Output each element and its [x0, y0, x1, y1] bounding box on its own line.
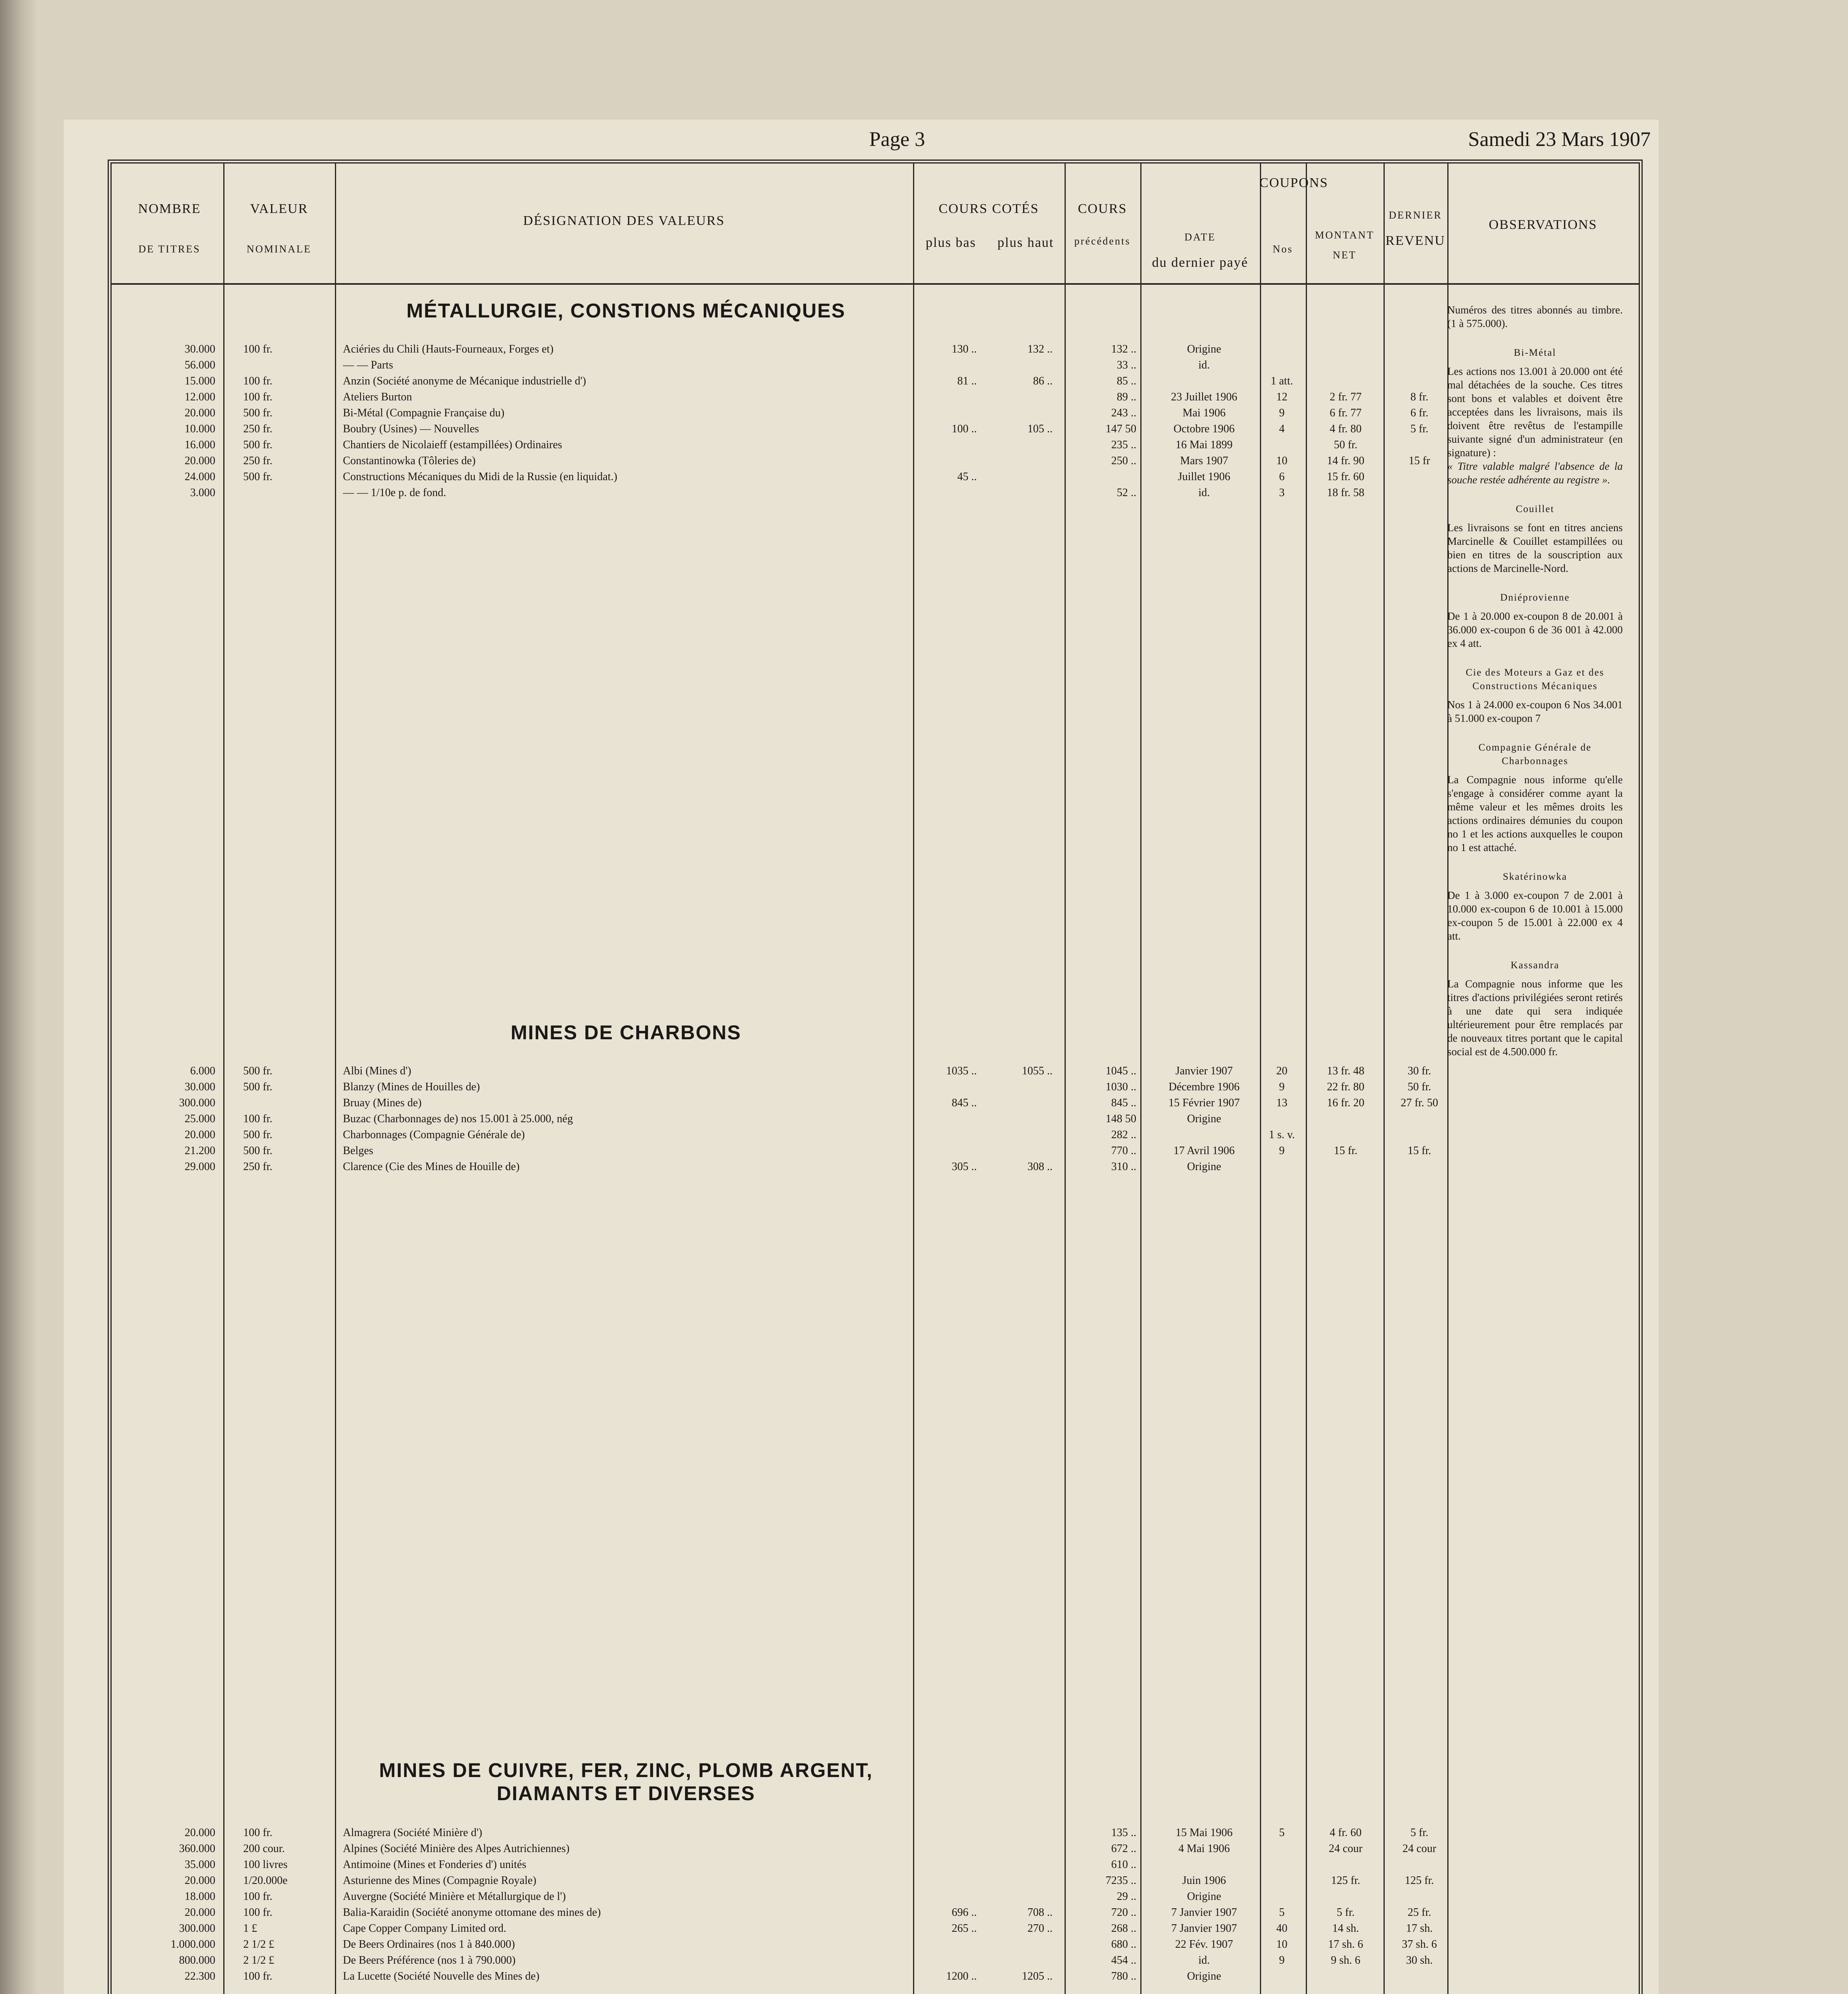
table-row — [112, 1874, 1434, 1888]
header-cours-cotes: COURS COTÉS — [939, 201, 1039, 216]
cell-cours-precedents: 33 .. — [1117, 359, 1136, 371]
table-row — [112, 487, 1365, 500]
cell-dernier-revenu: 50 fr. — [1407, 1081, 1431, 1093]
cell-nombre: 3.000 — [190, 487, 215, 499]
cell-nombre: 30.000 — [185, 1081, 215, 1093]
cell-coupon-montant: 15 fr. — [1334, 1145, 1358, 1157]
observation-text: Numéros des titres abonnés au timbre. (1 à 575.000). — [1447, 304, 1623, 329]
cell-cours-precedents: 310 .. — [1111, 1161, 1136, 1173]
cell-coupon-montant: 18 fr. 58 — [1326, 487, 1365, 499]
cell-nombre: 20.000 — [185, 407, 215, 419]
cell-cours-precedents: 268 .. — [1111, 1922, 1136, 1935]
section-title: MINES DE CHARBONS — [510, 1021, 742, 1044]
cell-cours-precedents: 85 .. — [1117, 375, 1136, 387]
cell-coupon-date: Origine — [1187, 1113, 1221, 1125]
cell-valeur: 500 fr. — [243, 1129, 273, 1141]
cell-designation: Bi-Métal (Compagnie Française du) — [343, 407, 505, 419]
cell-valeur: 2 1/2 £ — [243, 1938, 274, 1951]
cell-cours-plus-bas: 845 .. — [952, 1097, 977, 1109]
cell-designation: De Beers Ordinaires (nos 1 à 840.000) — [343, 1938, 515, 1951]
observations-column — [1447, 303, 1623, 1058]
cell-dernier-revenu: 27 fr. 50 — [1400, 1097, 1439, 1109]
cell-cours-precedents: 845 .. — [1111, 1097, 1136, 1109]
cell-designation: Charbonnages (Compagnie Générale de) — [343, 1129, 525, 1141]
cell-cours-precedents: 454 .. — [1111, 1954, 1136, 1966]
cell-designation: Chantiers de Nicolaieff (estampillées) Ordinaires — [343, 439, 562, 451]
cell-designation: Constructions Mécaniques du Midi de la Russie (en liquidat.) — [343, 471, 618, 483]
table-row — [112, 1970, 1292, 1984]
header-dernier: DERNIER — [1389, 209, 1442, 221]
cell-dernier-revenu: 125 fr. — [1405, 1874, 1434, 1887]
cell-nombre: 20.000 — [185, 455, 215, 467]
cell-coupon-montant: 5 fr. — [1336, 1906, 1355, 1919]
cell-cours-precedents: 52 .. — [1117, 487, 1136, 499]
issue-date: Samedi 23 Mars 1907 — [1468, 128, 1651, 151]
cell-designation: Boubry (Usines) — Nouvelles — [343, 423, 479, 435]
table-row — [112, 439, 1358, 452]
cell-designation: — — Parts — [343, 359, 393, 371]
table-row — [112, 1129, 1295, 1142]
cell-coupon-date: Mars 1907 — [1180, 455, 1228, 467]
header-montant: MONTANT — [1315, 229, 1374, 241]
cell-nombre: 20.000 — [185, 1906, 215, 1919]
cell-cours-plus-haut: 308 .. — [1027, 1161, 1053, 1173]
cell-coupon-date: id. — [1198, 359, 1210, 371]
cell-coupon-montant: 9 sh. 6 — [1331, 1954, 1360, 1966]
observation-text: De 1 à 20.000 ex-coupon 8 de 20.001 à 36.000 ex-coupon 6 de 36 001 à 42.000 ex 4 att. — [1447, 610, 1623, 649]
cell-valeur: 1/20.000e — [243, 1874, 288, 1887]
cell-cours-precedents: 610 .. — [1111, 1858, 1136, 1871]
observation-heading: Kassandra — [1510, 960, 1560, 971]
cell-cours-precedents: 235 .. — [1111, 439, 1136, 451]
cell-nombre: 29.000 — [185, 1161, 215, 1173]
cell-dernier-revenu: 30 sh. — [1406, 1954, 1433, 1966]
cell-designation: Constantinowka (Tôleries de) — [343, 455, 476, 467]
cell-coupon-numero: 9 — [1279, 1145, 1285, 1157]
cell-coupon-montant: 14 sh. — [1332, 1922, 1359, 1935]
cell-designation: La Lucette (Société Nouvelle des Mines de) — [343, 1970, 539, 1982]
cell-designation: Albi (Mines d') — [343, 1065, 411, 1077]
cell-nombre: 20.000 — [185, 1874, 215, 1887]
cell-coupon-numero: 5 — [1279, 1827, 1285, 1839]
cell-cours-precedents: 720 .. — [1111, 1906, 1136, 1919]
cell-dernier-revenu: 5 fr. — [1410, 423, 1429, 435]
cell-valeur: 500 fr. — [243, 471, 273, 483]
book-spine-shadow — [0, 0, 38, 1994]
header-net: NET — [1332, 249, 1357, 261]
observation-text: La Compagnie nous informe que les titres d'actions privilégiées seront retirés à une date qui sera indiquée ultérieurement pour être remplacés par de nouveaux titres portant que le capital social est de 4.500.000 fr. — [1447, 978, 1623, 1058]
table-row — [112, 1113, 1292, 1126]
cell-valeur: 250 fr. — [243, 455, 273, 467]
cell-cours-plus-haut: 1055 .. — [1022, 1065, 1053, 1077]
page-number: Page 3 — [869, 128, 925, 151]
cell-coupon-date: 23 Juillet 1906 — [1171, 391, 1238, 403]
cell-coupon-date: id. — [1198, 1954, 1210, 1966]
cell-nombre: 20.000 — [185, 1129, 215, 1141]
observation-text: Les actions nos 13.001 à 20.000 ont été mal détachées de la souche. Ces titres sont bons et valables et doivent être acceptées dans les livraisons, mais ils doivent être revêtus de l'estampille suivante signé d'un administrateur (en signature) : — [1447, 365, 1623, 459]
cell-nombre: 20.000 — [185, 1827, 215, 1839]
cell-dernier-revenu: 25 fr. — [1407, 1906, 1431, 1919]
cell-coupon-date: 17 Avril 1906 — [1173, 1145, 1235, 1157]
table-row — [112, 407, 1429, 420]
cell-nombre: 35.000 — [185, 1858, 215, 1871]
cell-coupon-montant: 15 fr. 60 — [1326, 471, 1365, 483]
cell-coupon-date: Mai 1906 — [1182, 407, 1226, 419]
cell-designation: Almagrera (Société Minière d') — [343, 1827, 482, 1839]
masthead — [64, 120, 1659, 156]
cell-coupon-date: 7 Janvier 1907 — [1171, 1922, 1237, 1935]
cell-designation: Ateliers Burton — [343, 391, 412, 403]
header-revenu: REVENU — [1386, 233, 1445, 248]
cell-nombre: 24.000 — [185, 471, 215, 483]
cell-nombre: 1.000.000 — [171, 1938, 215, 1951]
cell-coupon-montant: 4 fr. 80 — [1329, 423, 1362, 435]
cell-dernier-revenu: 5 fr. — [1410, 1827, 1429, 1839]
cell-dernier-revenu: 37 sh. 6 — [1402, 1938, 1437, 1951]
table-row — [112, 1858, 1292, 1872]
cell-nombre: 10.000 — [185, 423, 215, 435]
cell-valeur: 500 fr. — [243, 1065, 273, 1077]
cell-designation: — — 1/10e p. de fond. — [343, 487, 446, 499]
cell-coupon-date: 16 Mai 1899 — [1175, 439, 1233, 451]
cell-dernier-revenu: 15 fr. — [1407, 1145, 1431, 1157]
cell-cours-precedents: 7235 .. — [1106, 1874, 1136, 1887]
cell-coupon-montant: 13 fr. 48 — [1326, 1065, 1365, 1077]
cell-nombre: 15.000 — [185, 375, 215, 387]
cell-coupon-montant: 2 fr. 77 — [1329, 391, 1362, 403]
observation-heading: Cie des Moteurs a Gaz et des Constructions Mécaniques — [1466, 667, 1604, 692]
cell-coupon-numero: 1 att. — [1271, 375, 1293, 387]
cell-nombre: 800.000 — [179, 1954, 215, 1966]
cell-cours-precedents: 282 .. — [1111, 1129, 1136, 1141]
cell-coupon-numero: 10 — [1276, 455, 1287, 467]
section-title: MÉTALLURGIE, CONSTIONS MÉCANIQUES — [406, 299, 846, 322]
cell-designation: De Beers Préférence (nos 1 à 790.000) — [343, 1954, 516, 1966]
cell-coupon-montant: 125 fr. — [1331, 1874, 1360, 1887]
cell-valeur: 1 £ — [243, 1922, 257, 1935]
cell-designation: Asturienne des Mines (Compagnie Royale) — [343, 1874, 537, 1887]
table-row — [112, 375, 1292, 388]
cell-cours-precedents: 89 .. — [1117, 391, 1136, 403]
cell-cours-plus-bas: 130 .. — [952, 343, 977, 355]
cell-designation: Anzin (Société anonyme de Mécanique industrielle d') — [343, 375, 586, 387]
cell-valeur: 100 fr. — [243, 1970, 273, 1982]
cell-cours-plus-bas: 100 .. — [952, 423, 977, 435]
cell-coupon-numero: 9 — [1279, 407, 1285, 419]
cell-valeur: 500 fr. — [243, 439, 273, 451]
table-row — [112, 1827, 1429, 1840]
cell-cours-precedents: 1045 .. — [1106, 1065, 1136, 1077]
cell-valeur: 100 fr. — [243, 391, 273, 403]
cell-valeur: 100 fr. — [243, 375, 273, 387]
table-row — [112, 471, 1365, 484]
cell-coupon-montant: 50 fr. — [1334, 439, 1358, 451]
cell-dernier-revenu: 24 cour — [1402, 1842, 1437, 1855]
header-de-titres: DE TITRES — [138, 243, 201, 255]
header-dernier-paye: du dernier payé — [1152, 255, 1248, 270]
cell-coupon-date: 15 Mai 1906 — [1175, 1827, 1233, 1839]
cell-coupon-date: 22 Fév. 1907 — [1175, 1938, 1233, 1951]
cell-cours-plus-bas: 1035 .. — [946, 1065, 977, 1077]
observation-heading: Couillet — [1515, 504, 1555, 514]
cell-coupon-numero: 3 — [1279, 487, 1285, 499]
cell-designation: Balia-Karaidin (Société anonyme ottomane des mines de) — [343, 1906, 601, 1919]
observation-text: De 1 à 3.000 ex-coupon 7 de 2.001 à 10.000 ex-coupon 6 de 10.001 à 15.000 ex-coupon 5 de 15.001 à 22.000 ex 4 att. — [1447, 889, 1623, 942]
table-row — [112, 1065, 1431, 1078]
cell-dernier-revenu: 17 sh. — [1406, 1922, 1433, 1935]
cell-coupon-date: 7 Janvier 1907 — [1171, 1906, 1237, 1919]
cell-nombre: 6.000 — [190, 1065, 215, 1077]
cell-coupon-date: Origine — [1187, 1970, 1221, 1982]
cell-nombre: 300.000 — [179, 1097, 215, 1109]
cell-valeur: 250 fr. — [243, 1161, 273, 1173]
header-valeur: VALEUR — [250, 201, 308, 216]
cell-valeur: 2 1/2 £ — [243, 1954, 274, 1966]
table-row — [112, 1938, 1437, 1952]
cell-valeur: 200 cour. — [243, 1842, 285, 1855]
table-row — [112, 343, 1292, 357]
cell-valeur: 100 fr. — [243, 1890, 273, 1903]
header-plus-bas: plus bas — [925, 235, 976, 250]
cell-designation: Antimoine (Mines et Fonderies d') unités — [343, 1858, 526, 1871]
cell-dernier-revenu: 30 fr. — [1407, 1065, 1431, 1077]
cell-nombre: 22.300 — [185, 1970, 215, 1982]
table-row — [112, 1081, 1431, 1094]
table-row — [112, 1890, 1292, 1904]
cell-nombre: 360.000 — [179, 1842, 215, 1855]
cell-cours-precedents: 135 .. — [1111, 1827, 1136, 1839]
cell-coupon-date: Juillet 1906 — [1178, 471, 1230, 483]
cell-coupon-montant: 16 fr. 20 — [1326, 1097, 1365, 1109]
cell-coupon-numero: 12 — [1276, 391, 1287, 403]
cell-coupon-numero: 40 — [1276, 1922, 1287, 1935]
header-observations: OBSERVATIONS — [1489, 217, 1597, 232]
table-row — [112, 1161, 1292, 1174]
cell-cours-precedents: 29 .. — [1117, 1890, 1136, 1903]
cell-designation: Belges — [343, 1145, 374, 1157]
header-nominale: NOMINALE — [246, 243, 312, 255]
header-numero: Nos — [1273, 243, 1293, 255]
cell-valeur: 250 fr. — [243, 423, 273, 435]
observation-note: « Titre valable malgré l'absence de la souche restée adhérente au registre ». — [1447, 460, 1623, 486]
cell-coupon-date: Octobre 1906 — [1173, 423, 1235, 435]
header-nombre: NOMBRE — [138, 201, 201, 216]
cell-cours-plus-haut: 270 .. — [1027, 1922, 1053, 1935]
cell-cours-precedents: 672 .. — [1111, 1842, 1136, 1855]
cell-cours-precedents: 243 .. — [1111, 407, 1136, 419]
cell-cours-precedents: 147 50 — [1106, 423, 1136, 435]
cell-coupon-date: Janvier 1907 — [1175, 1065, 1233, 1077]
cell-coupon-numero: 6 — [1279, 471, 1285, 483]
cell-valeur: 500 fr. — [243, 407, 273, 419]
cell-designation: Alpines (Société Minière des Alpes Autrichiennes) — [343, 1842, 570, 1855]
cell-nombre: 21.200 — [185, 1145, 215, 1157]
cell-cours-precedents: 148 50 — [1106, 1113, 1136, 1125]
cell-coupon-montant: 17 sh. 6 — [1328, 1938, 1363, 1951]
cell-coupon-numero: 10 — [1276, 1938, 1287, 1951]
table-row — [112, 455, 1430, 468]
cell-cours-plus-haut: 86 .. — [1033, 375, 1053, 387]
cell-cours-plus-bas: 305 .. — [952, 1161, 977, 1173]
table-row — [112, 423, 1429, 436]
cell-coupon-date: id. — [1198, 487, 1210, 499]
cell-coupon-numero: 4 — [1279, 423, 1285, 435]
cell-coupon-date: Origine — [1187, 1161, 1221, 1173]
cell-coupon-numero: 13 — [1276, 1097, 1287, 1109]
cell-coupon-date: 4 Mai 1906 — [1178, 1842, 1230, 1855]
table-row — [112, 1906, 1431, 1920]
cell-coupon-numero: 1 s. v. — [1269, 1129, 1295, 1141]
header-precedents: précédents — [1074, 235, 1131, 247]
cell-cours-plus-bas: 81 .. — [957, 375, 977, 387]
cell-coupon-montant: 14 fr. 90 — [1326, 455, 1365, 467]
section-title: MINES DE CUIVRE, FER, ZINC, PLOMB ARGENT, DIAMANTS ET DIVERSES — [379, 1759, 873, 1805]
cell-coupon-date: Origine — [1187, 343, 1221, 355]
table-row — [112, 359, 1292, 372]
cell-cours-plus-haut: 708 .. — [1027, 1906, 1053, 1919]
cell-valeur: 100 fr. — [243, 343, 273, 355]
cell-coupon-montant: 22 fr. 80 — [1326, 1081, 1365, 1093]
listing-table — [108, 160, 1643, 1994]
table-row — [112, 1097, 1439, 1110]
cell-designation: Auvergne (Société Minière et Métallurgique de l') — [343, 1890, 566, 1903]
cell-valeur: 500 fr. — [243, 1145, 273, 1157]
cell-cours-precedents: 1030 .. — [1106, 1081, 1136, 1093]
cell-coupon-date: 15 Février 1907 — [1168, 1097, 1240, 1109]
cell-designation: Bruay (Mines de) — [343, 1097, 422, 1109]
cell-nombre: 56.000 — [185, 359, 215, 371]
header-plus-haut: plus haut — [997, 235, 1054, 250]
cell-cours-plus-haut: 105 .. — [1027, 423, 1053, 435]
cell-coupon-montant: 4 fr. 60 — [1329, 1827, 1362, 1839]
cell-coupon-montant: 24 cour — [1328, 1842, 1363, 1855]
cell-dernier-revenu: 6 fr. — [1410, 407, 1429, 419]
cell-designation: Clarence (Cie des Mines de Houille de) — [343, 1161, 520, 1173]
header-cours: COURS — [1078, 201, 1127, 216]
cell-cours-plus-bas: 696 .. — [952, 1906, 977, 1919]
cell-coupon-numero: 9 — [1279, 1954, 1285, 1966]
cell-valeur: 100 fr. — [243, 1827, 273, 1839]
cell-valeur: 100 fr. — [243, 1906, 273, 1919]
cell-cours-precedents: 132 .. — [1111, 343, 1136, 355]
observation-heading: Skatérinowka — [1503, 871, 1567, 882]
cell-nombre: 25.000 — [185, 1113, 215, 1125]
observation-heading: Bi-Métal — [1513, 347, 1557, 358]
observation-text: Nos 1 à 24.000 ex-coupon 6 Nos 34.001 à 51.000 ex-coupon 7 — [1447, 699, 1623, 724]
cell-valeur: 500 fr. — [243, 1081, 273, 1093]
cell-nombre: 30.000 — [185, 343, 215, 355]
cell-cours-precedents: 680 .. — [1111, 1938, 1136, 1951]
cell-cours-plus-bas: 1200 .. — [946, 1970, 977, 1982]
cell-cours-plus-haut: 132 .. — [1027, 343, 1053, 355]
cell-coupon-numero: 5 — [1279, 1906, 1285, 1919]
cell-cours-plus-bas: 45 .. — [957, 471, 977, 483]
cell-nombre: 12.000 — [185, 391, 215, 403]
cell-valeur: 100 livres — [243, 1858, 288, 1871]
cell-designation: Buzac (Charbonnages de) nos 15.001 à 25.000, nég — [343, 1113, 573, 1125]
cell-cours-precedents: 250 .. — [1111, 455, 1136, 467]
header-coupons: COUPONS — [1259, 175, 1328, 190]
cell-coupon-date: Origine — [1187, 1890, 1221, 1903]
cell-nombre: 16.000 — [185, 439, 215, 451]
cell-nombre: 300.000 — [179, 1922, 215, 1935]
cell-coupon-montant: 6 fr. 77 — [1329, 407, 1362, 419]
cell-coupon-date: Juin 1906 — [1182, 1874, 1226, 1887]
cell-cours-precedents: 780 .. — [1111, 1970, 1136, 1982]
table-header — [112, 164, 1639, 285]
cell-valeur: 100 fr. — [243, 1113, 273, 1125]
table-row — [112, 1954, 1433, 1968]
table-row — [112, 391, 1429, 404]
table-row — [112, 1145, 1431, 1158]
cell-coupon-numero: 9 — [1279, 1081, 1285, 1093]
cell-designation: Cape Copper Company Limited ord. — [343, 1922, 506, 1935]
cell-dernier-revenu: 8 fr. — [1410, 391, 1429, 403]
cell-nombre: 18.000 — [185, 1890, 215, 1903]
cell-cours-plus-bas: 265 .. — [952, 1922, 977, 1935]
cell-cours-plus-haut: 1205 .. — [1022, 1970, 1053, 1982]
table-row — [112, 1842, 1437, 1856]
cell-cours-precedents: 770 .. — [1111, 1145, 1136, 1157]
table-body — [112, 283, 1639, 1994]
observation-text: La Compagnie nous informe qu'elle s'engage à considérer comme ayant la même valeur et les mêmes droits les actions ordinaires démunies du coupon no 1 et les actions auxquelles le coupon no 1 est attaché. — [1447, 774, 1623, 853]
cell-designation: Aciéries du Chili (Hauts-Fourneaux, Forges et) — [343, 343, 554, 355]
cell-dernier-revenu: 15 fr — [1409, 455, 1430, 467]
observation-heading: Compagnie Générale de Charbonnages — [1478, 742, 1592, 766]
header-designation: DÉSIGNATION DES VALEURS — [523, 213, 725, 228]
cell-coupon-numero: 20 — [1276, 1065, 1287, 1077]
cell-designation: Blanzy (Mines de Houilles de) — [343, 1081, 480, 1093]
observation-heading: Dniéprovienne — [1500, 592, 1570, 603]
observation-text: Les livraisons se font en titres anciens Marcinelle & Couillet estampillées ou bien en titres de la souscription aux actions de Marcinelle-Nord. — [1447, 522, 1623, 574]
header-coupon-date: DATE — [1184, 231, 1216, 243]
cell-coupon-date: Décembre 1906 — [1168, 1081, 1240, 1093]
table-row — [112, 1922, 1433, 1936]
